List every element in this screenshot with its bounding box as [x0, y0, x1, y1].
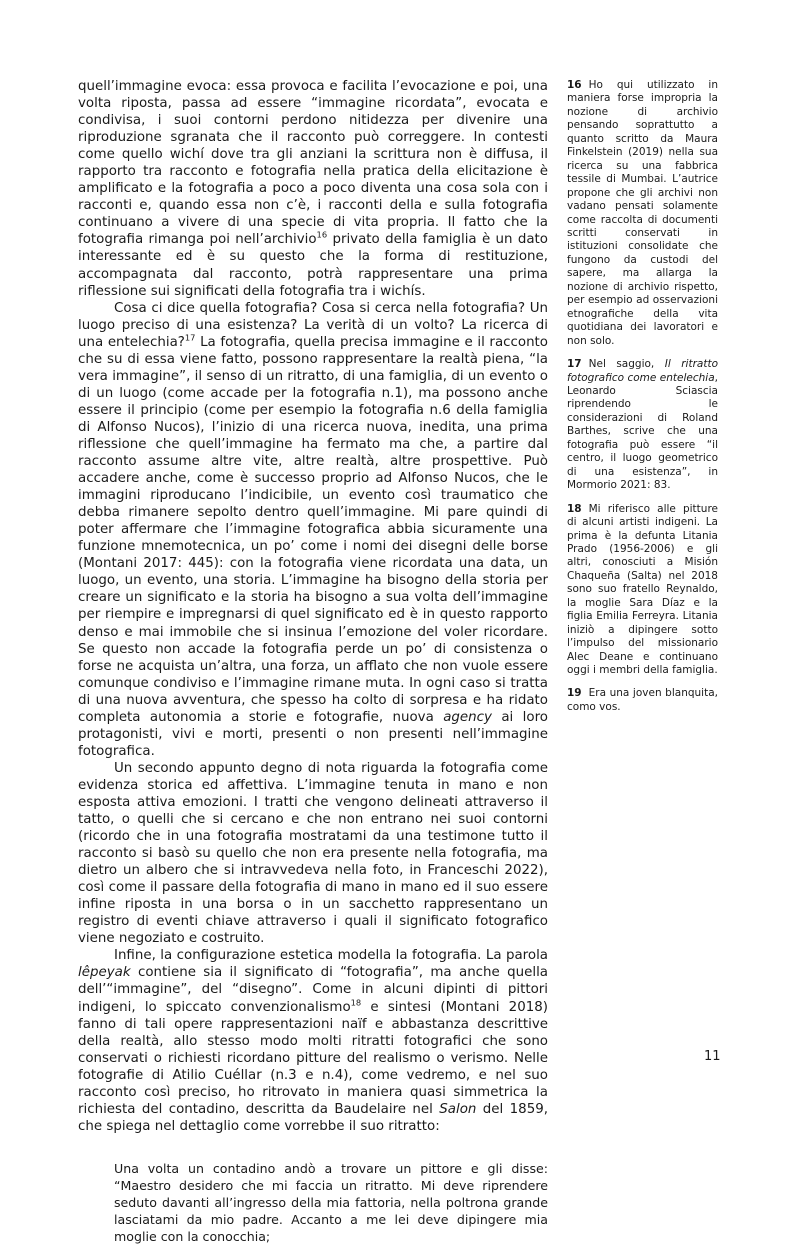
footnote-number: 17 — [567, 358, 582, 371]
footnote-17: 17 Nel saggio, Il ritratto fotografico come entelechia, Leonardo Sciascia riprendendo le considerazioni di Roland Barthes, scrive che una fotografia può essere “il centro, il luogo geometrico di una esistenza”, in Mormorio 2021: 83. — [567, 358, 718, 492]
footnotes-column — [567, 79, 718, 724]
footnote-ref-18[interactable]: 18 — [350, 997, 362, 1008]
footnote-18: 18 Mi riferisco alle pitture di alcuni artisti indigeni. La prima è la defunta Litania Prado (1956-2006) e gli altri, conosciuti a Misión Chaqueña (Salta) nel 2018 sono suo fratello Reynaldo, la moglie Sara Díaz e la figlia Emilia Ferreyra. Litania iniziò a dipingere sotto l’impulso del missionario Alec Deane e continuano oggi i membri della famiglia. — [567, 502, 718, 677]
paragraph-4: Infine, la configurazione estetica modella la fotografia. La parola lêpeyak contiene sia il significato di “fotografia”, ma anche quella dell’“immagine”, del “disegno”. Come in alcuni dipinti di pittori indigeni, lo spiccato convenzionalismo$^{18}$ e sintesi (Montani 2018) fanno di tali opere rappresentazioni naïf e abbastanza descrittive della realtà, allo stesso modo molti ritratti fotografici che sono conservati o richiesti ricordano pitture del realismo o verismo. Nelle fotografie di Atilio Cuéllar (n.3 e n.4), come vedremo, e nel suo racconto così preciso, ho ritrovato in maniera quasi simmetrica la richiesta del contadino, descritta da Baudelaire nel Salon del 1859, che spiega nel dettaglio come vorrebbe il suo ritratto: — [78, 948, 548, 1134]
footnote-ref-17[interactable]: 17 — [184, 332, 196, 343]
paragraph-1: quell’immagine evoca: essa provoca e facilita l’evocazione e poi, una volta riposta, passa ad essere “immagine ricordata”, evocata e condivisa, i suoi contorni perdono nitidezza per divenire una riproduzione sgranata che il racconto può correggere. In contesti come quello wichí dove tra gli anziani la scrittura non è diffusa, il rapporto tra racconto e fotografia nella pratica della elicitazione è amplificato e la fotografia a poco a poco diventa una cosa sola con i racconti e, quando essa non c’è, i racconti della e sulla fotografia continuano a vivere di una specie di vita propria. Il fatto che la fotografia rimanga poi nell’archivio$^{16}$ privato della famiglia è un dato interessante ed è su questo che la forma di restituzione, accompagnata dal racconto, potrà rappresentare una prima riflessione sui significati della fotografia tra i wichís. — [78, 79, 548, 299]
page-number: 11 — [704, 1049, 721, 1064]
emphasis-lepeyak: lêpeyak — [78, 965, 131, 981]
emphasis-agency: agency — [443, 709, 492, 725]
main-text-column — [78, 78, 548, 1245]
footnote-number: 19 — [567, 687, 582, 700]
footnote-ref-16[interactable]: 16 — [316, 229, 328, 240]
footnote-19: 19 Era una joven blanquita, como vos. — [567, 687, 718, 713]
footnote-number: 16 — [567, 79, 582, 91]
footnote-16: 16 Ho qui utilizzato in maniera forse impropria la nozione di archivio pensando soprattutto a quanto scritto da Maura Finkelstein (2019) nella sua ricerca su una fabbrica tessile di Mumbai. L’autrice propone che gli archivi non vadano pensati solamente come raccolta di documenti scritti conservati in istituzioni consolidate che fungono da custodi del sapere, ma allarga la nozione di archivio rispetto, per esempio ad osservazioni etnografiche della vita quotidiana dei lavoratori e non solo. — [567, 79, 718, 347]
emphasis-salon: Salon — [439, 1101, 477, 1117]
paragraph-2: Cosa ci dice quella fotografia? Cosa si cerca nella fotografia? Un luogo preciso di una esistenza? La verità di un volto? La ricerca di una entelechia?$^{17}$ La fotografia, quella precisa immagine e il racconto che su di essa viene fatto, possono rappresentare la realtà piena, “la vera immagine”, il senso di un ritratto, di una famiglia, di un evento o di un luogo (come accade per la fotografia n.1), ma possono anche essere il principio (come per esempio la fotografia n.6 della famiglia di Alfonso Nucos), l’inizio di una ricerca nuova, inedita, una prima riflessione che quell’immagine ha fermato ma che, a partire dal racconto assume altre vite, altre realtà, altre prospettive. Può accadere anche, come è successo proprio ad Alfonso Nucos, che le immagini riproducano l’indicibile, un evento così traumatico che debba rimanere sepolto dentro quell’immagine. Mi pare quindi di poter affermare che l’immagine fotografica abbia sicuramente una funzione mnemotecnica, un po’ come i nomi dei disegni delle borse (Montani 2017: 445): con la fotografia viene ricordata una data, un luogo, un evento, una storia. L’immagine ha bisogno della storia per creare un significato e la storia ha bisogno a sua volta dell’immagine per riempire e impregnarsi di quel significato ed è in questo rapporto denso e mai immobile che si insinua l’emozione del voler ricordare. Se questo non accade la fotografia perde un po’ di consistenza o forse ne acquista un’altra, una forza, un afflato che non vuole essere comunque condiviso e l’immagine rimane muta. In ogni caso si tratta di una nuova avventura, che spesso ha colto di sorpresa e ha ridato completa autonomia a storie e fotografie, nuova agency ai loro protagonisti, vivi e morti, presenti o non presenti nell’immagine fotografica. — [78, 300, 548, 759]
footnote-number: 18 — [567, 502, 582, 515]
block-quote: Una volta un contadino andò a trovare un pittore e gli disse: “Maestro desidero che mi faccia un ritratto. Mi deve riprendere seduto davanti all’ingresso della mia fattoria, nella poltrona grande lasciatami da mio padre. Accanto a me lei deve dipingere mia moglie con la conocchia; — [114, 1160, 548, 1245]
paragraph-3: Un secondo appunto degno di nota riguarda la fotografia come evidenza storica ed affettiva. L’immagine tenuta in mano e non esposta attiva emozioni. I tratti che vengono delineati attraverso il tatto, o quelli che si cercano e che non entrano nei suoi contorni (ricordo che in una fotografia mostratami da una testimone tutto il racconto si basò su quello che non era presente nella fotografia, ma dietro un albero che si intravvedeva nella foto, in Franceschi 2022), così come il passare della fotografia di mano in mano ed il suo essere infine riposta in una borsa o in un sacchetto rappresentano un registro di eventi chiave attraverso i quali il significato fotografico viene negoziato e costruito. — [78, 760, 548, 947]
